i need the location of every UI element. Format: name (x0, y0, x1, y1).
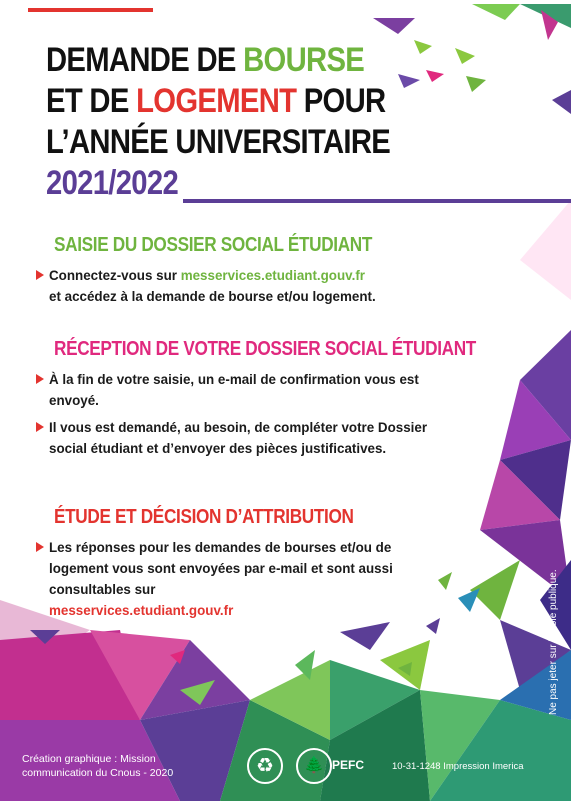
pefc-tree-icon: 🌲 (296, 748, 332, 784)
bullet-text: Connectez-vous sur (49, 268, 181, 283)
messervices-link[interactable]: messervices.etudiant.gouv.fr (49, 603, 234, 618)
section-saisie (36, 234, 476, 313)
messervices-link[interactable]: messervices.etudiant.gouv.fr (180, 268, 366, 283)
bullet-item (36, 537, 416, 621)
bullet-text: Les réponses pour les demandes de bourses et/ou de logement vous sont envoyées par e-mail et sont aussi consultables sur (49, 540, 393, 597)
title-highlight-logement: LOGEMENT (136, 82, 297, 120)
section-etude (36, 506, 416, 627)
litter-notice: Ne pas jeter sur la voie publique. (548, 569, 559, 715)
title-line-2 (46, 81, 485, 122)
section-heading: RÉCEPTION DE VOTRE DOSSIER SOCIAL ÉTUDIANT (54, 338, 476, 360)
section-heading: SAISIE DU DOSSIER SOCIAL ÉTUDIANT (54, 234, 373, 256)
pefc-label: PEFC (332, 758, 365, 772)
section-heading: ÉTUDE ET DÉCISION D’ATTRIBUTION (54, 506, 354, 528)
recycle-icon: ♻ (247, 748, 283, 784)
title-text: ET DE (46, 82, 137, 120)
bullet-arrow-icon (36, 374, 44, 384)
design-credit: Création graphique : Mission communication du Cnous - 2020 (22, 753, 174, 779)
bullet-item (36, 265, 476, 307)
page-title (46, 40, 485, 204)
title-text: POUR (296, 82, 386, 120)
bullet-text: À la fin de votre saisie, un e-mail de confirmation vous est envoyé. (49, 372, 419, 408)
bullet-text: Il vous est demandé, au besoin, de compléter votre Dossier social étudiant et d’envoyer des pièces justificatives. (49, 420, 428, 456)
title-line-3 (46, 122, 485, 204)
title-year: 2021/2022 (46, 164, 179, 202)
title-highlight-bourse: BOURSE (243, 41, 365, 79)
bullet-item (36, 417, 436, 459)
certification-text: 10-31-1248 Impression Imerica (392, 761, 524, 772)
section-reception (36, 338, 476, 465)
top-accent-bar (28, 8, 153, 12)
bullet-item (36, 369, 436, 411)
bullet-arrow-icon (36, 270, 44, 280)
title-text: DEMANDE DE (46, 41, 244, 79)
bullet-text: et accédez à la demande de bourse et/ou logement. (49, 289, 376, 304)
title-line-1 (46, 40, 485, 81)
title-rule (183, 199, 571, 203)
bullet-arrow-icon (36, 422, 44, 432)
bullet-arrow-icon (36, 542, 44, 552)
title-text: L’ANNÉE UNIVERSITAIRE (46, 123, 391, 161)
